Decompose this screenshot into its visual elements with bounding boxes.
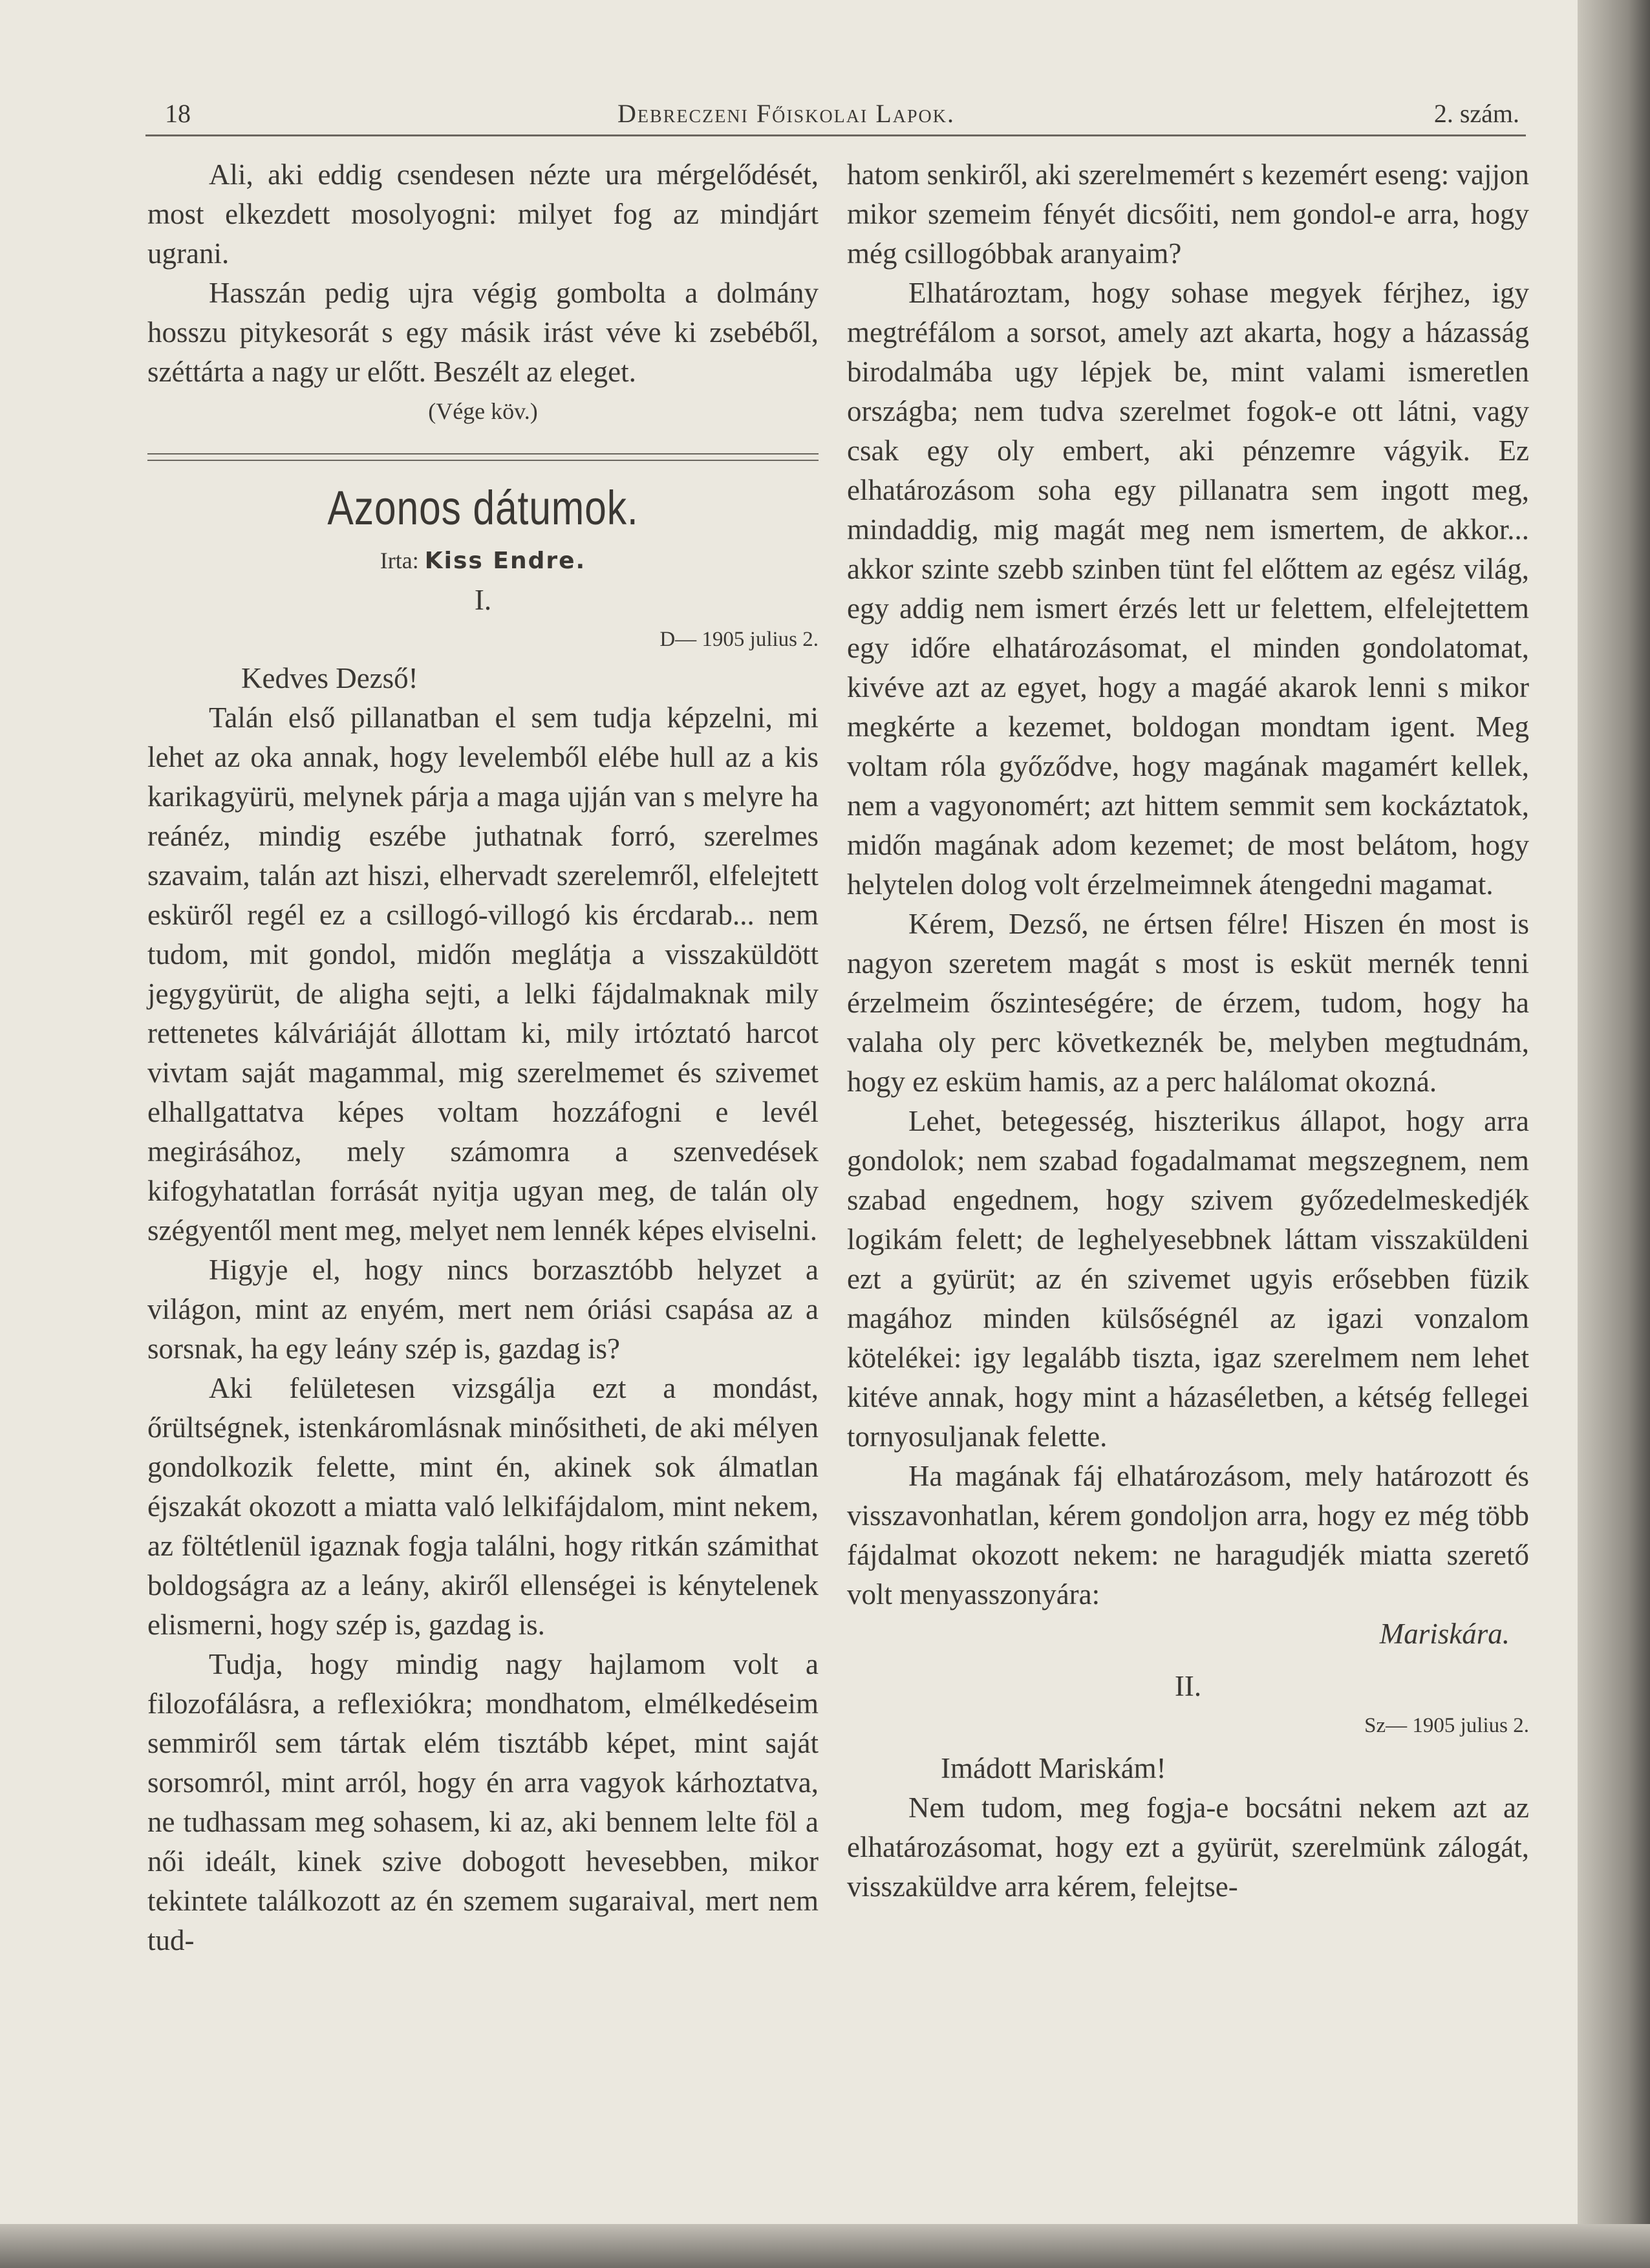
right-column: [847, 155, 1529, 1907]
article-title: Azonos dátumok.: [327, 481, 639, 535]
salutation: Kedves Dezső!: [241, 662, 418, 694]
section-divider: [147, 453, 819, 461]
page-number: 18: [165, 99, 191, 128]
section-number: II.: [1174, 1670, 1202, 1702]
continued-note: (Vége köv.): [428, 398, 538, 424]
salutation: Imádott Mariskám!: [941, 1752, 1166, 1784]
paragraph: Higyje el, hogy nincs borzasztóbb helyzet a világon, mint az enyém, mert nem óriási csapása az a sorsnak, ha egy leány szép is, gazdag is?: [147, 1254, 819, 1365]
paragraph: Ha magának fáj elhatározásom, mely határozott és visszavonhatlan, kérem gondoljon arra, hogy ez még több fájdalmat okozott nekem: ne haragudjék miatta szerető volt menyasszonyára:: [847, 1460, 1529, 1610]
book-spine: [1578, 0, 1650, 2268]
dateline: Sz— 1905 julius 2.: [1364, 1714, 1529, 1737]
page-bottom-edge: [0, 2224, 1650, 2268]
paragraph: Aki felületesen vizsgálja ezt a mondást, őrültségnek, istenkáromlásnak minősitheti, de aki mélyen gondolkozik felette, mint én, akinek sok álmatlan éjszakát okozott a miatta való lelkifájdalom, mint nekem, az föltétlenül igaznak fogja találni, hogy ritkán számithat boldogságra az a leány, akiről ellenségei is kénytelenek elismerni, hogy szép is, gazdag is.: [147, 1372, 819, 1641]
author-name: Kiss Endre.: [424, 548, 586, 574]
paragraph: Tudja, hogy mindig nagy hajlamom volt a filozofálásra, a reflexiókra; mondhatom, elmélkedéseim semmiről sem tártak elém tisztább képet, mint saját sorsomról, mint arról, hogy én arra vagyok kárhoztatva, ne tudhassam meg sohasem, ki az, aki bennem lelte föl a női ideált, kinek szive dobogott hevesebben, mikor tekintete találkozott az én szemem sugaraival, mert nem tud-: [147, 1648, 819, 1956]
running-header: [145, 89, 1526, 136]
paragraph: hatom senkiről, aki szerelmemért s kezemért eseng: vajjon mikor szemeim fényét dicsőiti, nem gondol-e arra, hogy még csillogóbbak aranyaim?: [847, 158, 1529, 270]
section-number: I.: [474, 584, 492, 616]
byline-prefix: Irta:: [380, 548, 419, 573]
paragraph: Nem tudom, meg fogja-e bocsátni nekem azt az elhatározásomat, hogy ezt a gyürüt, szerelmünk zálogát, visszaküldve arra kérem, felejtse-: [847, 1792, 1529, 1903]
paragraph: Ali, aki eddig csendesen nézte ura mérgelődését, most elkezdett mosolyogni: milyet fog az mindjárt ugrani.: [147, 158, 819, 270]
paragraph: Kérem, Dezső, ne értsen félre! Hiszen én most is nagyon szeretem magát s most is esküt mernék tenni érzelmeim őszinteségére; de érzem, tudom, hogy ha valaha oly perc következnék be, melyben megtudnám, hogy ez esküm hamis, az a perc halálomat okozná.: [847, 908, 1529, 1098]
dateline: D— 1905 julius 2.: [659, 628, 819, 651]
paragraph: Hasszán pedig ujra végig gombolta a dolmány hosszu pitykesorát s egy másik irást véve ki zsebéből, széttárta a nagy ur előtt. Beszélt az eleget.: [147, 277, 819, 388]
issue-number: 2. szám.: [1433, 99, 1519, 128]
paragraph: Lehet, betegesség, hiszterikus állapot, hogy arra gondolok; nem szabad fogadalmamat megszegnem, nem szabad engednem, hogy szivem győzedelmeskedjék logikám felett; de leghelyesebbnek láttam visszaküldeni ezt a gyürüt; az én szivemet ugyis erősebben füzik magához minden külsőségnél az igazi vonzalom kötelékei: igy legalább tiszta, igaz szerelmem nem lehet kitéve annak, hogy mint a házaséletben, a kétség fellegei tornyosuljanak felette.: [847, 1105, 1529, 1453]
journal-title: Debreczeni Főiskolai Lapok.: [617, 99, 955, 128]
paragraph: Talán első pillanatban el sem tudja képzelni, mi lehet az oka annak, hogy levelemből elébe hull az a kis karikagyürü, melynek párja a maga ujján van s melyre ha reánéz, mindig eszébe juthatnak forró, szerelmes szavaim, talán azt hiszi, elhervadt szerelemről, elfelejtett esküről regél ez a csillogó-villogó kis ércdarab... nem tudom, mit gondol, midőn meglátja a visszaküldött jegygyürüt, de aligha sejti, a lelki fájdalmaknak mily rettenetes kálváriáját állottam ki, mily irtóztató harcot vivtam saját magammal, mig szerelmemet és szivemet elhallgattatva képes voltam hozzáfogni e levél megirásához, mely számomra a szenvedések kifogyhatatlan forrását nyitja ugyan meg, de talán oly szégyentől ment meg, melyet nem lennék képes elviselni.: [147, 701, 819, 1246]
left-column: [147, 155, 819, 1960]
signature: Mariskára.: [1379, 1618, 1510, 1650]
byline: [147, 541, 819, 581]
paragraph: Elhatároztam, hogy sohase megyek férjhez, igy megtréfálom a sorsot, amely azt akarta, hogy a házasság birodalmába ugy lépjek be, mint valami ismeretlen országba; nem tudva szerelmet fogok-e ott látni, vagy csak egy oly embert, aki pénzemre vágyik. Ez elhatározásom soha egy pillanatra sem ingott meg, mindaddig, mig magát meg nem ismertem, de akkor... akkor szinte szebb szinben tünt fel előttem az egész világ, egy addig nem ismert érzés lett ur felettem, elfelejtettem egy időre elhatározásomat, el minden gondolatomat, kivéve azt az egyet, hogy a magáé akarok lenni s mikor megkérte a kezemet, boldogan mondtam igent. Meg voltam róla győződve, hogy magának magamért kellek, nem a vagyonomért; azt hittem semmit sem kockáztatok, midőn magának adom kezemet; de most belátom, hogy helytelen dolog volt érzelmeimnek átengedni magamat.: [847, 277, 1529, 901]
